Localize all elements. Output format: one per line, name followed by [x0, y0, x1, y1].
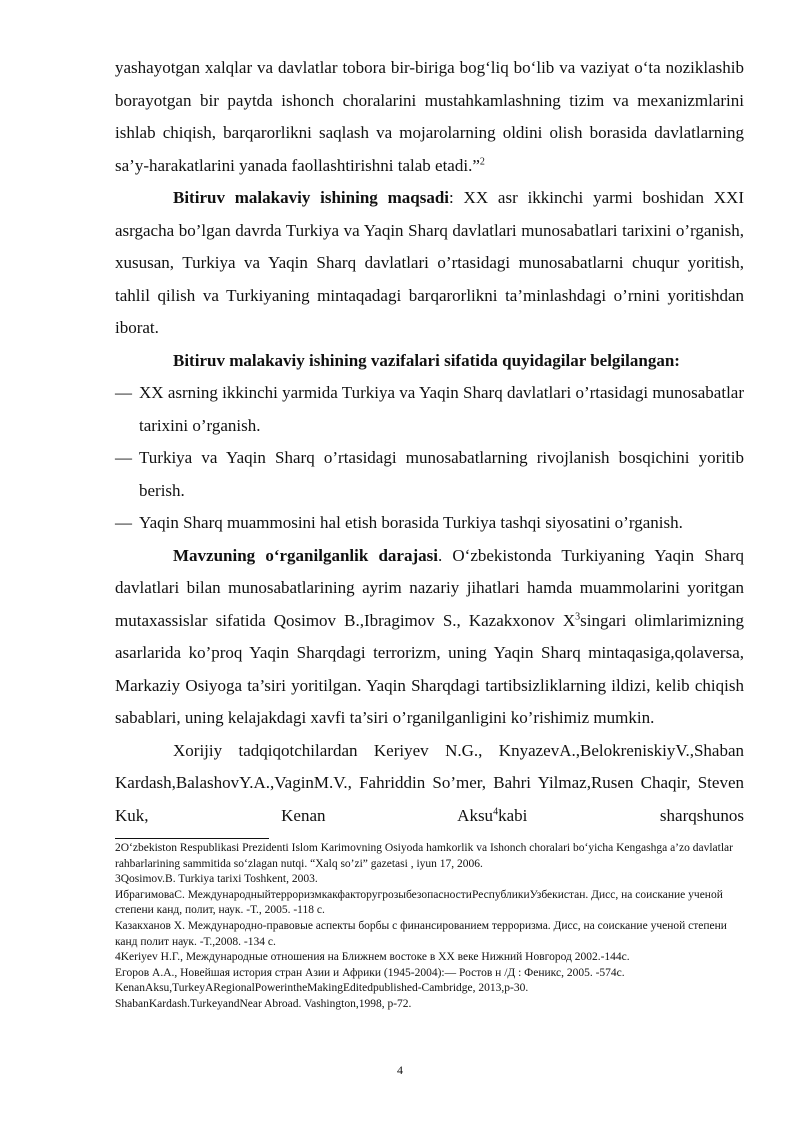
dash-bullet: — — [115, 513, 132, 532]
footnote: 4Keriyev Н.Г., Международные отношения на Ближнем востоке в XX веке Нижний Новгород 2002.-144с. — [115, 951, 630, 964]
footnote: Казакханов Х. Международно-правовые аспекты борбы с финансированием терроризма. Дисс, на соискание ученой степени канд полит наук. -Т.,2008. -134 с. — [115, 919, 727, 948]
footnote: 2O‘zbekiston Respublikasi Prezidenti Islom Karimovning Osiyoda hamkorlik va Ishonch choralari bo‘yicha Kengashga a’zo davlatlar rahbarlarining sammitida so‘zlagan nutqi. “Xalq so’zi” gazetasi , iyun 17, 2006. — [115, 842, 733, 870]
paragraph-foreign-researchers — [115, 735, 744, 833]
footnote: Егоров А.А., Новейшая история стран Азии и Африки (1945-2004):— Ростов н /Д : Феникс, 2005. -574с. — [115, 966, 625, 979]
footnote-ref[interactable]: 2 — [479, 155, 485, 167]
dash-bullet: — — [115, 383, 132, 402]
dash-bullet: — — [115, 448, 132, 467]
study-level-text-cont: singari olimlarimizning asarlarida ko’proq Yaqin Sharqdagi terrorizm, uning Yaqin Sharq mintaqasiga,qolaversa, Markaziy Osiyoga ta’siri yoritilgan. Yaqin Sharqdagi tartibsizliklarning ildizi, kelib chiqish sabablari, uning kelajakdagi xavfi ta’siri o’rganilganligini ko’rishimiz mumkin. — [115, 610, 744, 727]
goal-heading: Bitiruv malakaviy ishining maqsadi — [173, 188, 450, 207]
paragraph-intro-continuation — [115, 52, 744, 182]
footnote-ref[interactable]: 3 — [575, 610, 581, 622]
paragraph-text: yashayotgan xalqlar va davlatlar tobora bir-biriga bog‘liq bo‘lib va vaziyat o‘ta noziklashib borayotgan bir paytda ishonch choralarini mustahkamlashning tizim va mexanizmlarini ishlab chiqish, barqarorlikni saqlash va mojarolarning oldini olish borasida davlatlarning sa’y-harakatlarini yanada faollashtirishni talab etadi.” — [115, 58, 744, 175]
footnote-divider — [115, 838, 269, 839]
footnote: KenanAksu,TurkeyARegionalPowerintheMakingEditedpublished-Cambridge, 2013,p-30. — [115, 982, 529, 995]
paragraph-tasks-heading — [115, 345, 744, 378]
footnote-ref[interactable]: 4 — [493, 805, 499, 817]
footnote: ИбрагимоваС. МеждународныйтерроризмкакфакторугрозыбезопасностиРеспубликиУзбекистан. Дисс, на соискание ученой степени канд, полит, наук. -Т., 2005. -118 с. — [115, 888, 723, 917]
list-item — [115, 377, 744, 442]
study-level-text: . O‘zbekistonda Turkiyaning Yaqin Sharq davlatlari bilan munosabatlarining ayrim nazariy jihatlari hamda muammolarini yoritgan mutaxassislar sifatida Qosimov B.,Ibragimov S., Kazakxonov X — [115, 545, 744, 630]
goal-text: : XX asr ikkinchi yarmi boshidan XXI asrgacha bo’lgan davrda Turkiya va Yaqin Sharq davlatlari munosabatlari tarixini o’rganish, xususan, Turkiya va Yaqin Sharq davlatlari o’rtasidagi munosabatlarni chuqur yoritish, tahlil qilish va Turkiyaning mintaqadagi barqarorlikni ta’minlashdagi o’rnini yoritishdan iborat. — [115, 188, 744, 337]
document-page — [115, 52, 744, 1013]
foreign-researchers-text: Xorijiy tadqiqotchilardan Keriyev N.G., KnyazevA.,BelokreniskiyV.,Shaban Kardash,BalashovY.A.,VaginM.V., Fahriddin So’mer, Bahri Yilmaz,Rusen Chaqir, Steven Kuk, Kenan Aksu — [115, 740, 744, 825]
page-number: 4 — [397, 1063, 403, 1077]
foreign-researchers-text-cont: kabi sharqshunos — [498, 805, 744, 825]
paragraph-study-level — [115, 540, 744, 735]
list-item-text: Yaqin Sharq muammosini hal etish borasida Turkiya tashqi siyosatini o’rganish. — [139, 513, 683, 532]
footnote: ShabanKardash.TurkeyandNear Abroad. Vashington,1998, p-72. — [115, 997, 412, 1010]
footnotes — [115, 841, 744, 1013]
list-item — [115, 442, 744, 507]
list-item — [115, 507, 744, 540]
footnote: 3Qosimov.B. Turkiya tarixi Toshkent, 2003. — [115, 873, 318, 886]
tasks-heading: Bitiruv malakaviy ishining vazifalari sifatida quyidagilar belgilangan: — [173, 350, 680, 370]
list-item-text: Turkiya va Yaqin Sharq o’rtasidagi munosabatlarning rivojlanish bosqichini yoritib berish. — [139, 448, 744, 500]
study-level-heading: Mavzuning o‘rganilganlik darajasi — [173, 545, 438, 565]
paragraph-goal — [115, 182, 744, 345]
list-item-text: XX asrning ikkinchi yarmida Turkiya va Yaqin Sharq davlatlari o’rtasidagi munosabatlar tarixini o’rganish. — [139, 383, 744, 435]
